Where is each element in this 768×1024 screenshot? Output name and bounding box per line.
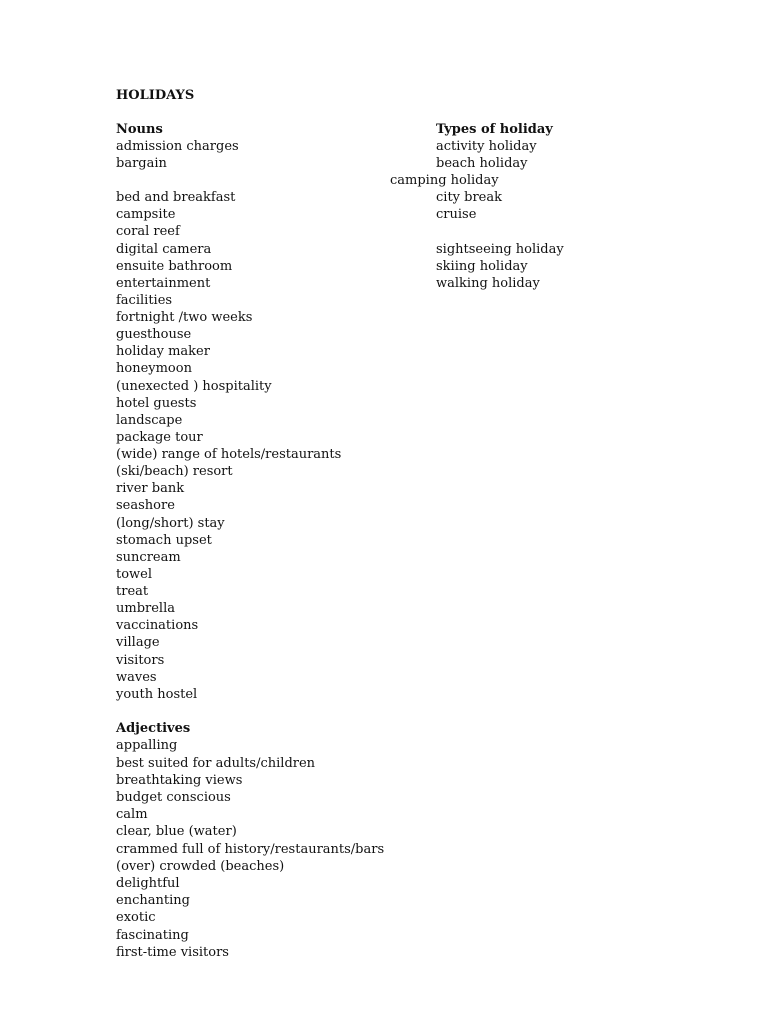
noun-item: (unexected ) hospitality <box>116 379 272 394</box>
noun-item: package tour <box>116 430 203 445</box>
adjective-item: clear, blue (water) <box>116 824 237 839</box>
adjective-item: budget conscious <box>116 790 231 805</box>
noun-item: stomach upset <box>116 533 212 548</box>
adjective-item: (over) crowded (beaches) <box>116 859 285 874</box>
noun-item: landscape <box>116 413 183 428</box>
type-item: camping holiday <box>390 173 499 188</box>
type-item: city break <box>436 190 502 205</box>
noun-item: campsite <box>116 207 176 222</box>
noun-item: treat <box>116 584 149 599</box>
noun-item: towel <box>116 567 153 582</box>
adjective-item: appalling <box>116 738 178 753</box>
noun-item: youth hostel <box>116 687 198 702</box>
noun-item: hotel guests <box>116 396 197 411</box>
noun-item: suncream <box>116 550 181 565</box>
noun-item: fortnight /two weeks <box>116 310 253 325</box>
noun-item: vaccinations <box>116 618 199 633</box>
adjective-item: best suited for adults/children <box>116 756 316 771</box>
adjectives-heading: Adjectives <box>116 721 191 736</box>
type-item: sightseeing holiday <box>436 242 564 257</box>
noun-item: river bank <box>116 481 185 496</box>
type-item: cruise <box>436 207 477 222</box>
noun-item: coral reef <box>116 224 180 239</box>
noun-item: entertainment <box>116 276 211 291</box>
adjective-item: enchanting <box>116 893 190 908</box>
adjective-item: breathtaking views <box>116 773 243 788</box>
noun-item: bargain <box>116 156 167 171</box>
adjective-item: delightful <box>116 876 180 891</box>
noun-item: village <box>116 635 160 650</box>
noun-item: (long/short) stay <box>116 516 225 531</box>
nouns-heading: Nouns <box>116 122 163 137</box>
adjective-item: first-time visitors <box>116 945 229 960</box>
noun-item: (wide) range of hotels/restaurants <box>116 447 342 462</box>
adjective-item: exotic <box>116 910 156 925</box>
adjective-item: crammed full of history/restaurants/bars <box>116 842 385 857</box>
type-item: skiing holiday <box>436 259 528 274</box>
noun-item: admission charges <box>116 139 239 154</box>
noun-item: umbrella <box>116 601 175 616</box>
adjective-item: fascinating <box>116 928 189 943</box>
noun-item: visitors <box>116 653 165 668</box>
noun-item: holiday maker <box>116 344 210 359</box>
type-item: activity holiday <box>436 139 537 154</box>
noun-item: honeymoon <box>116 361 192 376</box>
type-item: walking holiday <box>436 276 540 291</box>
adjective-item: calm <box>116 807 148 822</box>
noun-item: (ski/beach) resort <box>116 464 233 479</box>
noun-item: seashore <box>116 498 175 513</box>
noun-item: digital camera <box>116 242 212 257</box>
noun-item: bed and breakfast <box>116 190 236 205</box>
noun-item: facilities <box>116 293 173 308</box>
type-item: beach holiday <box>436 156 528 171</box>
document-title: HOLIDAYS <box>116 88 195 103</box>
noun-item: ensuite bathroom <box>116 259 233 274</box>
noun-item: waves <box>116 670 157 685</box>
noun-item: guesthouse <box>116 327 192 342</box>
types-heading: Types of holiday <box>436 122 553 137</box>
